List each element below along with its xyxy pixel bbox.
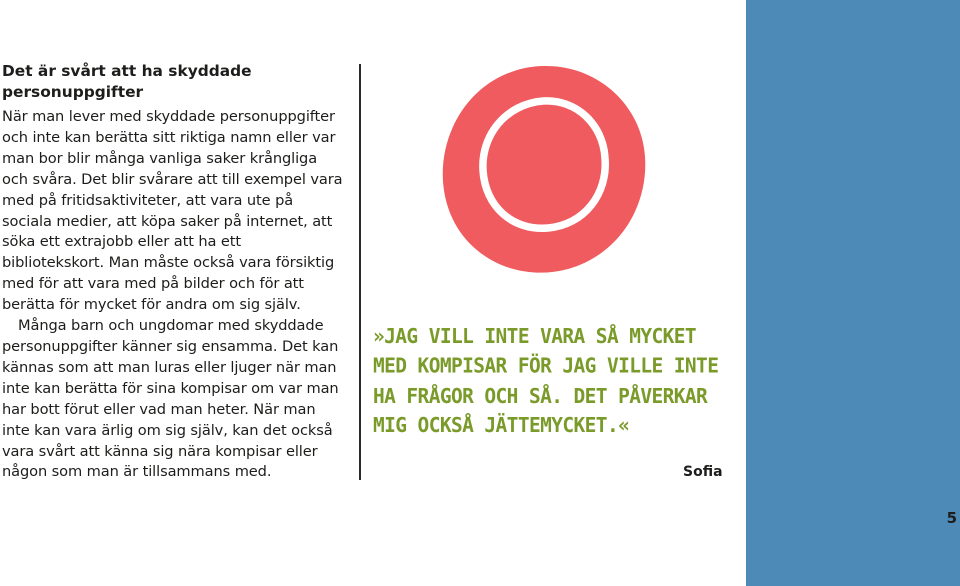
article-heading: Det är svårt att ha skyddade personuppgifter xyxy=(2,62,252,101)
side-color-panel xyxy=(746,0,960,586)
red-circle-ring-icon xyxy=(440,64,648,274)
quote-author: Sofia xyxy=(683,464,723,480)
pull-quote: »JAG VILL INTE VARA SÅ MYCKET MED KOMPISAR FÖR JAG VILLE INTE HA FRÅGOR OCH SÅ. DET PÅVERKAR MIG OCKSÅ JÄTTEMYCKET.« xyxy=(373,324,719,438)
article-paragraph-2: Många barn och ungdomar med skyddade personuppgifter känner sig ensamma. Det kan kännas som att man luras eller ljuger när man inte kan berätta för sina kompisar om var man har bott förut eller vad man heter. När man inte kan vara ärlig om sig själv, kan det också vara svårt att känna sig nära kompisar eller någon som man är tillsammans med. xyxy=(2,317,339,481)
page-number: 5 xyxy=(946,509,957,527)
article-paragraph-1: När man lever med skyddade personuppgifter och inte kan berätta sitt riktiga namn eller var man bor blir många vanliga saker krångliga och svåra. Det blir svårare att till exempel vara med på fritidsaktiviteter, att vara ute på sociala medier, att köpa saker på internet, att söka ett extrajobb eller att ha ett bibliotekskort. Man måste också vara försiktig med för att vara med på bilder och för att berätta för mycket för andra om sig själv. xyxy=(2,108,343,314)
column-divider xyxy=(359,64,361,480)
article-column xyxy=(2,61,344,483)
